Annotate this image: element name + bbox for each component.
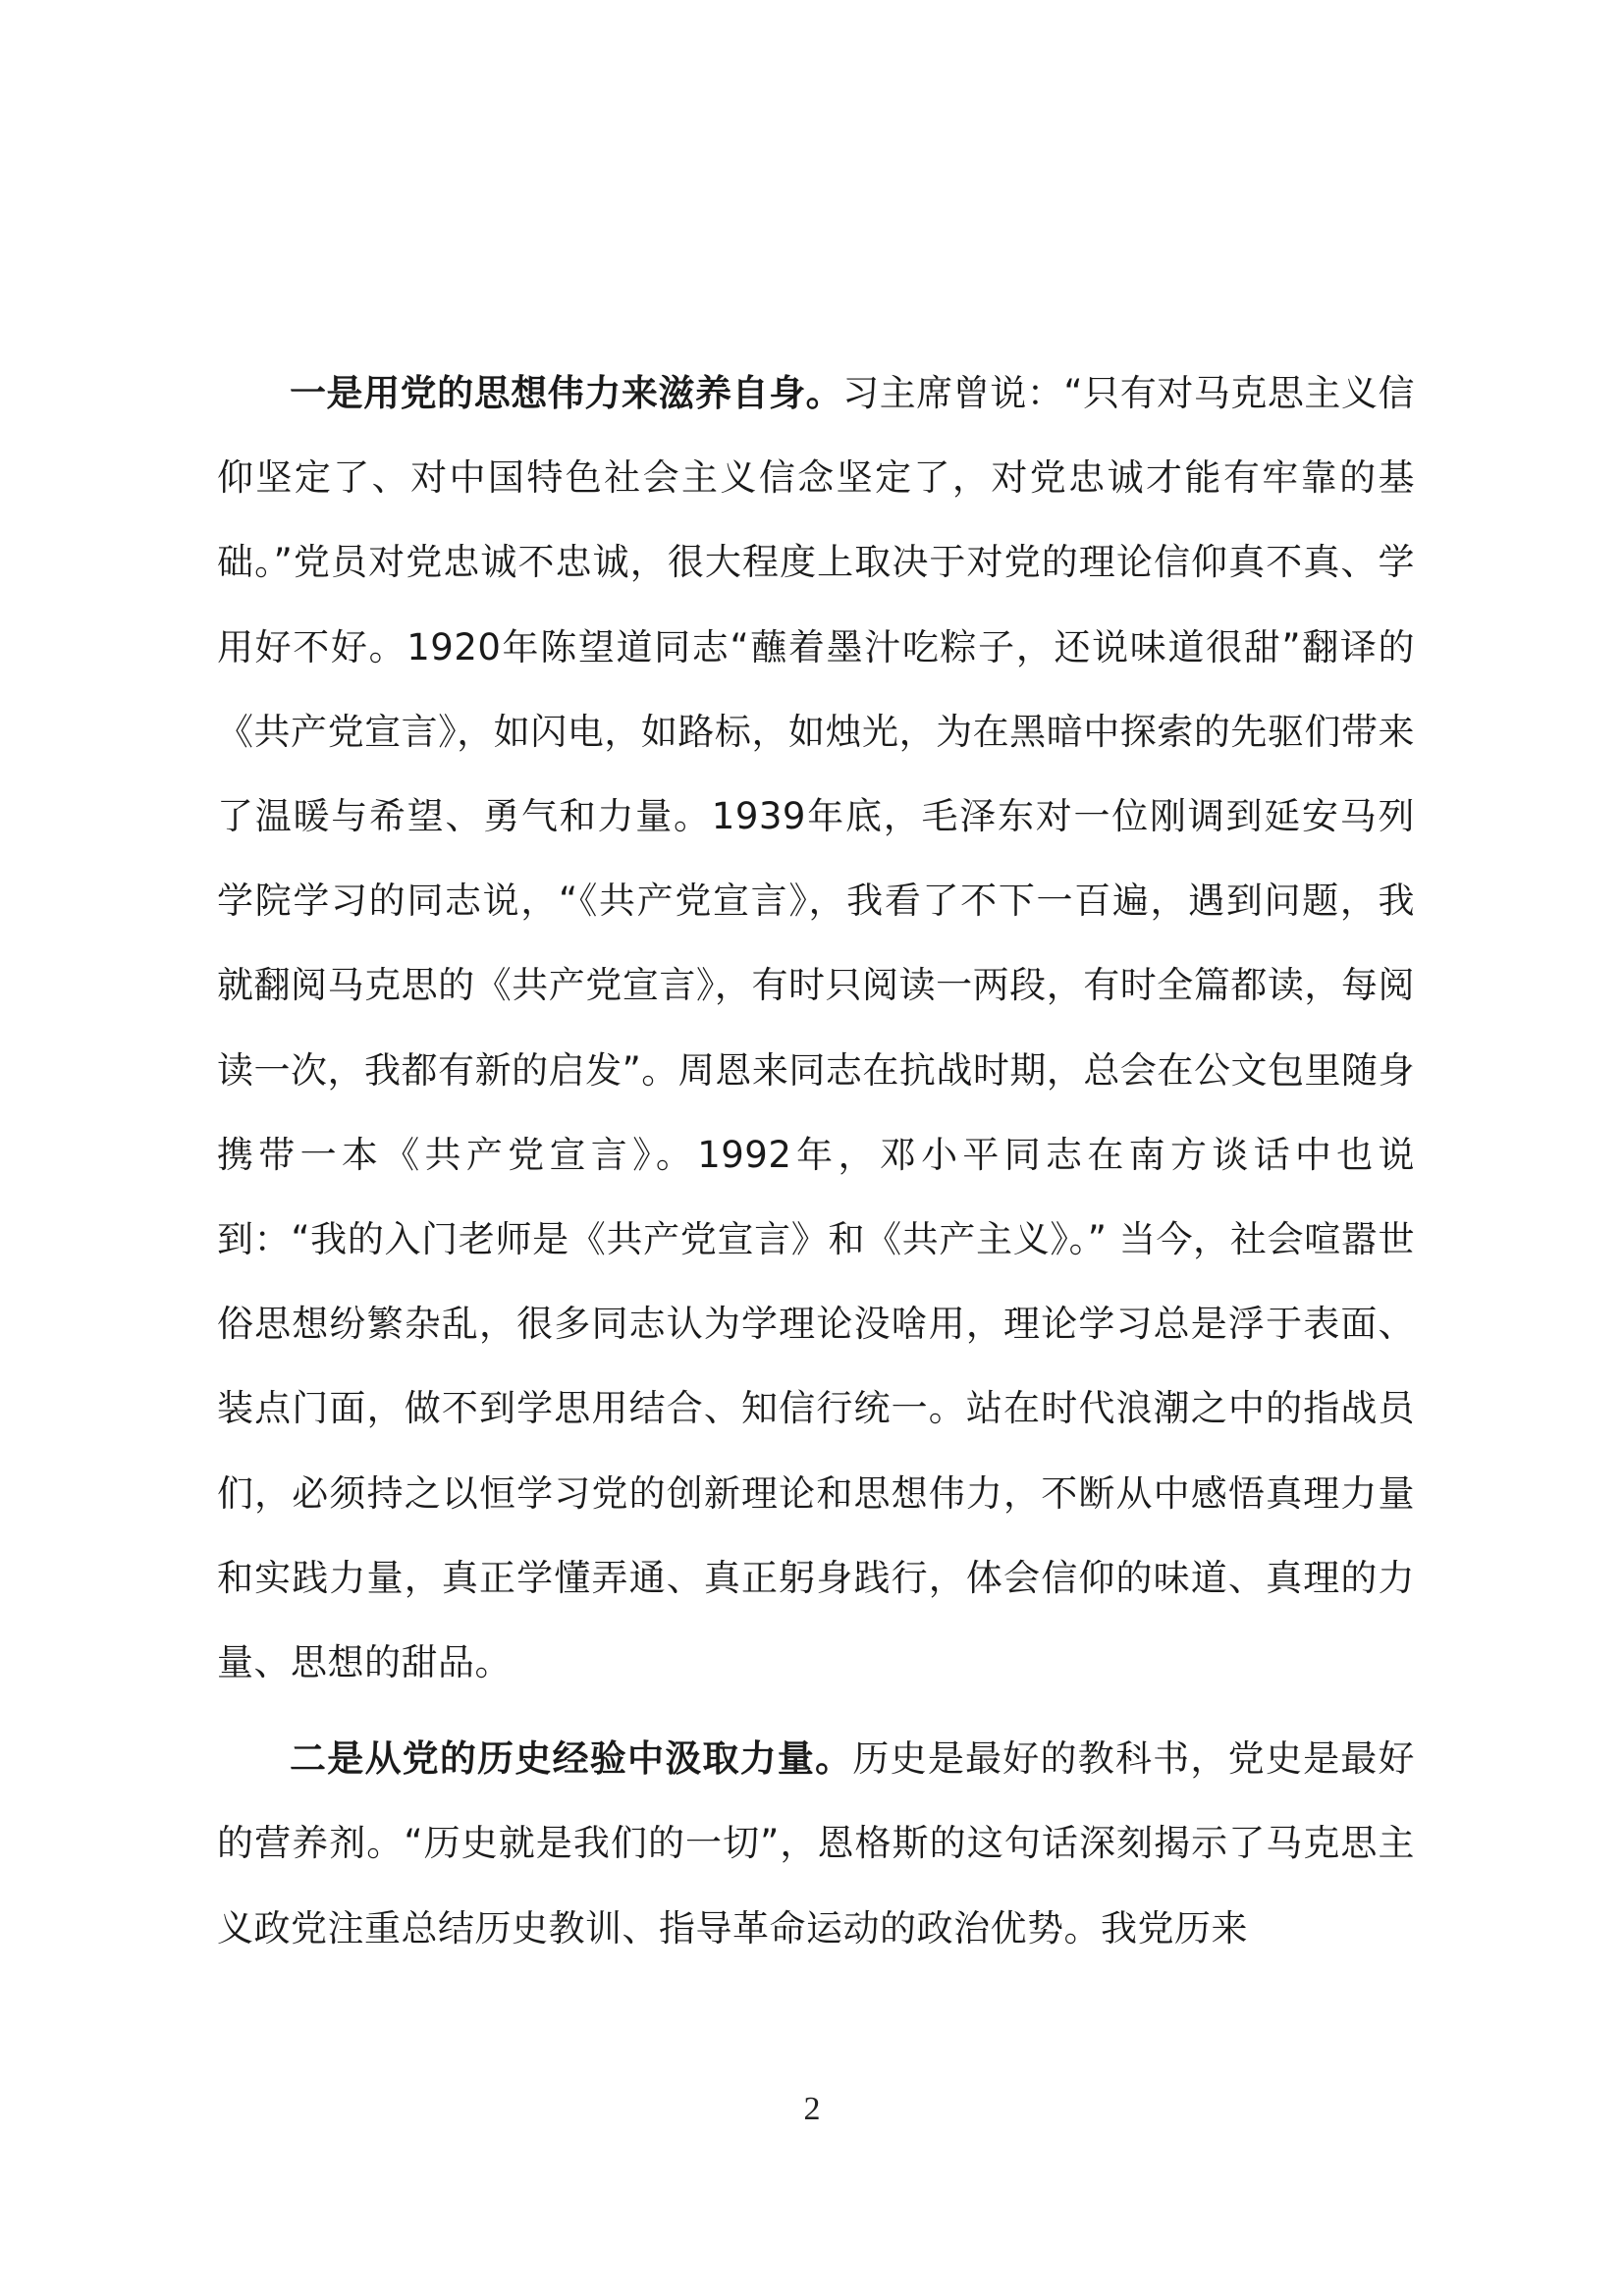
document-body xyxy=(217,351,1415,1971)
paragraph-1 xyxy=(217,351,1415,1705)
paragraph-1-body: 习主席曾说：“只有对马克思主义信仰坚定了、对中国特色社会主义信念坚定了，对党忠诚才能有牢靠的基础。”党员对党忠诚不忠诚，很大程度上取决于对党的理论信仰真不真、学用好不好。1920年陈望道同志“蘸着墨汁吃粽子，还说味道很甜”翻译的《共产党宣言》，如闪电，如路标，如烛光，为在黑暗中探索的先驱们带来了温暖与希望、勇气和力量。1939年底，毛泽东对一位刚调到延安马列学院学习的同志说，“《共产党宣言》，我看了不下一百遍，遇到问题，我就翻阅马克思的《共产党宣言》，有时只阅读一两段，有时全篇都读，每阅读一次，我都有新的启发”。周恩来同志在抗战时期，总会在公文包里随身携带一本《共产党宣言》。1992年，邓小平同志在南方谈话中也说到：“我的入门老师是《共产党宣言》和《共产主义》。” 当今，社会喧嚣世俗思想纷繁杂乱，很多同志认为学理论没啥用，理论学习总是浮于表面、装点门面，做不到学思用结合、知信行统一。站在时代浪潮之中的指战员们，必须持之以恒学习党的创新理论和思想伟力，不断从中感悟真理力量和实践力量，真正学懂弄通、真正躬身践行，体会信仰的味道、真理的力量、思想的甜品。 xyxy=(217,372,1416,1684)
paragraph-2-body: 历史是最好的教科书，党史是最好的营养剂。“历史就是我们的一切”，恩格斯的这句话深刻揭示了马克思主义政党注重总结历史教训、指导革命运动的政治优势。我党历来 xyxy=(217,1737,1416,1949)
paragraph-1-lead: 一是用党的思想伟力来滋养自身。 xyxy=(290,372,843,414)
page-number: 2 xyxy=(803,2091,821,2127)
paragraph-2-lead: 二是从党的历史经验中汲取力量。 xyxy=(290,1737,853,1781)
paragraph-2 xyxy=(217,1717,1415,1971)
